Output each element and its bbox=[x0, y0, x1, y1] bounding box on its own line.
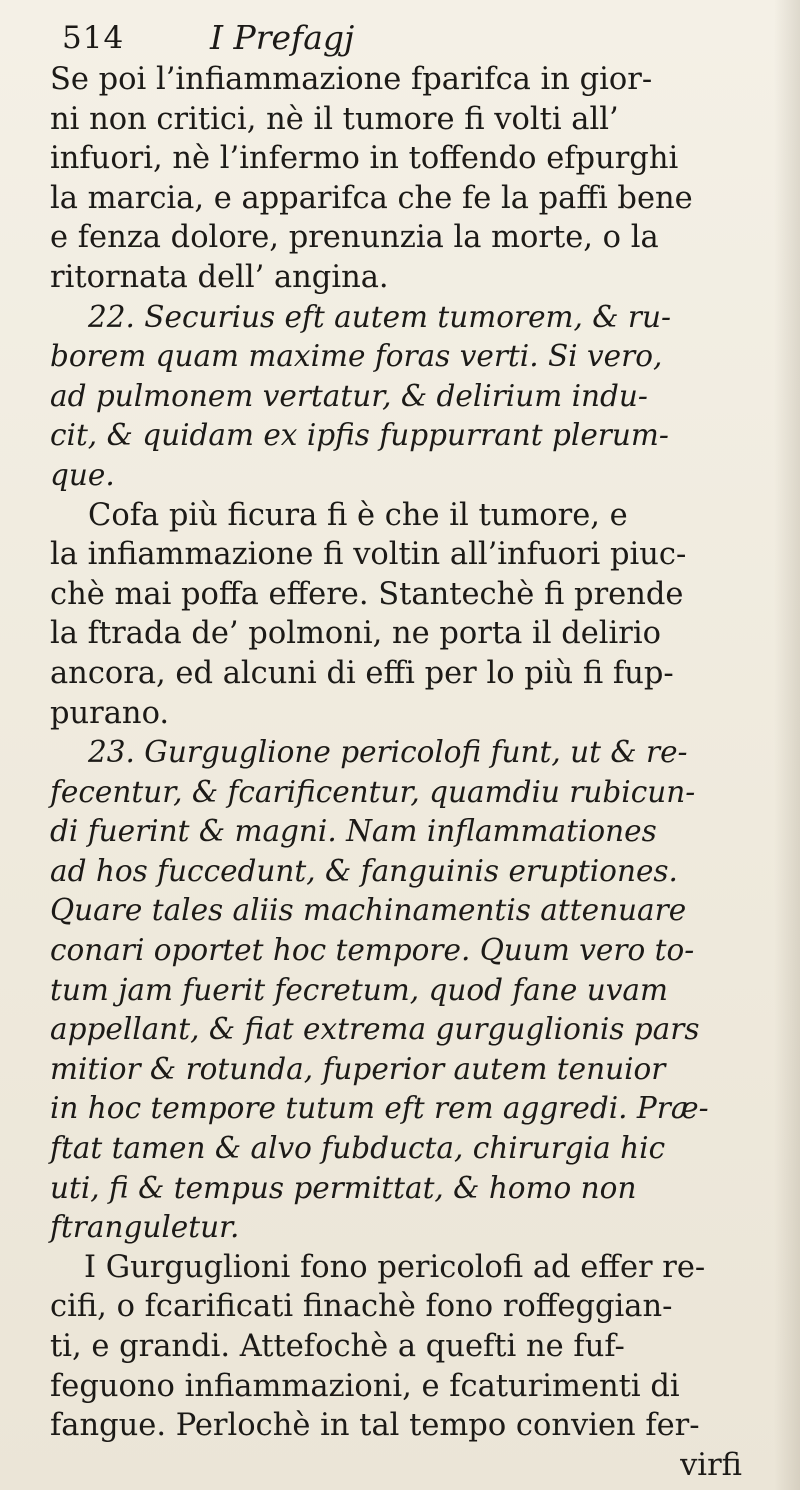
latin-line: appellant, & fiat extrema gurguglionis pars bbox=[50, 1012, 700, 1047]
latin-line: cit, & quidam ex ipfis fuppurrant plerum- bbox=[50, 418, 669, 453]
text-line: ti, e grandi. Attefochè a quefti ne fuf- bbox=[50, 1329, 625, 1364]
text-line: Se poi l’infiammazione fparifca in gior- bbox=[50, 62, 653, 97]
text-line: purano. bbox=[50, 695, 170, 731]
catchword: virfi bbox=[680, 1447, 742, 1483]
text-line: ni non criti⁠ci, nè il tumore fi volti all’ bbox=[50, 101, 619, 137]
text-line: la ftrada de’ polmoni, ne porta il delirio bbox=[50, 616, 661, 652]
text-line: I Gurguglioni fono pericolofi ad effer re- bbox=[84, 1249, 706, 1285]
latin-line: Quare tales aliis machinamentis attenuare bbox=[50, 893, 687, 928]
text-line: chè mai poffa effere. Stantechè fi prende bbox=[50, 576, 684, 612]
text-line: infuori, nè l’infermo in toffendo efpurghi bbox=[50, 141, 679, 177]
latin-line: mitior & rotunda, fuperior autem tenuior bbox=[50, 1051, 666, 1086]
text-line: Cofa più ficura fi è che il tumore, e bbox=[88, 497, 628, 533]
latin-line: di fuerint & magni. Nam inflammationes bbox=[50, 814, 657, 849]
latin-line: que. bbox=[50, 457, 115, 492]
page-edge-shadow bbox=[774, 0, 800, 1490]
text-line: la marcia, e apparifca che fe la paffi bene bbox=[50, 180, 693, 216]
text-line: e fenza dolore, prenunzia la morte, o la bbox=[50, 220, 659, 256]
latin-line: tum jam fuerit fecretum, quod fane uvam bbox=[50, 972, 668, 1007]
latin-line: ad pulmonem vertatur, & delirium indu- bbox=[50, 378, 648, 413]
latin-line: 23. Gurguglione pericolofi funt, ut & re- bbox=[88, 735, 688, 770]
latin-line: in hoc tempore tutum eft rem aggredi. Præ- bbox=[50, 1091, 709, 1126]
running-head: I Prefagj bbox=[210, 18, 355, 57]
latin-line: ftranguletur. bbox=[50, 1210, 240, 1245]
latin-line: borem quam maxime foras verti. Si vero, bbox=[50, 339, 663, 374]
body-text bbox=[50, 60, 762, 1485]
latin-line: 22. Securius eft autem tumorem, & ru- bbox=[88, 299, 671, 334]
text-line: ritornata dell’ angina. bbox=[50, 259, 389, 295]
text-line: fangue. Perlochè in tal tempo convien fer- bbox=[50, 1408, 700, 1444]
text-line: feguono infiammazioni, e fcaturimenti di bbox=[50, 1368, 680, 1404]
latin-line: ad hos fuccedunt, & fanguinis eruptiones. bbox=[50, 853, 678, 888]
page-number: 514 bbox=[62, 20, 125, 56]
text-line: cifi, o fcarificati finachè fono roffeggian- bbox=[50, 1289, 673, 1325]
latin-line: conari oportet hoc tempore. Quum vero to- bbox=[50, 933, 695, 968]
latin-line: fecentur, & fcarificentur, quamdiu rubicun- bbox=[50, 774, 696, 809]
latin-line: uti, fi & tempus permittat, & homo non bbox=[50, 1170, 637, 1205]
latin-line: ftat tamen & alvo fubducta, chirurgia hic bbox=[50, 1131, 666, 1166]
text-line: la infiammazione fi voltin all’infuori piuc- bbox=[50, 537, 687, 573]
page-header bbox=[62, 14, 742, 62]
text-line: ancora, ed alcuni di effi per lo più fi fup- bbox=[50, 655, 674, 691]
